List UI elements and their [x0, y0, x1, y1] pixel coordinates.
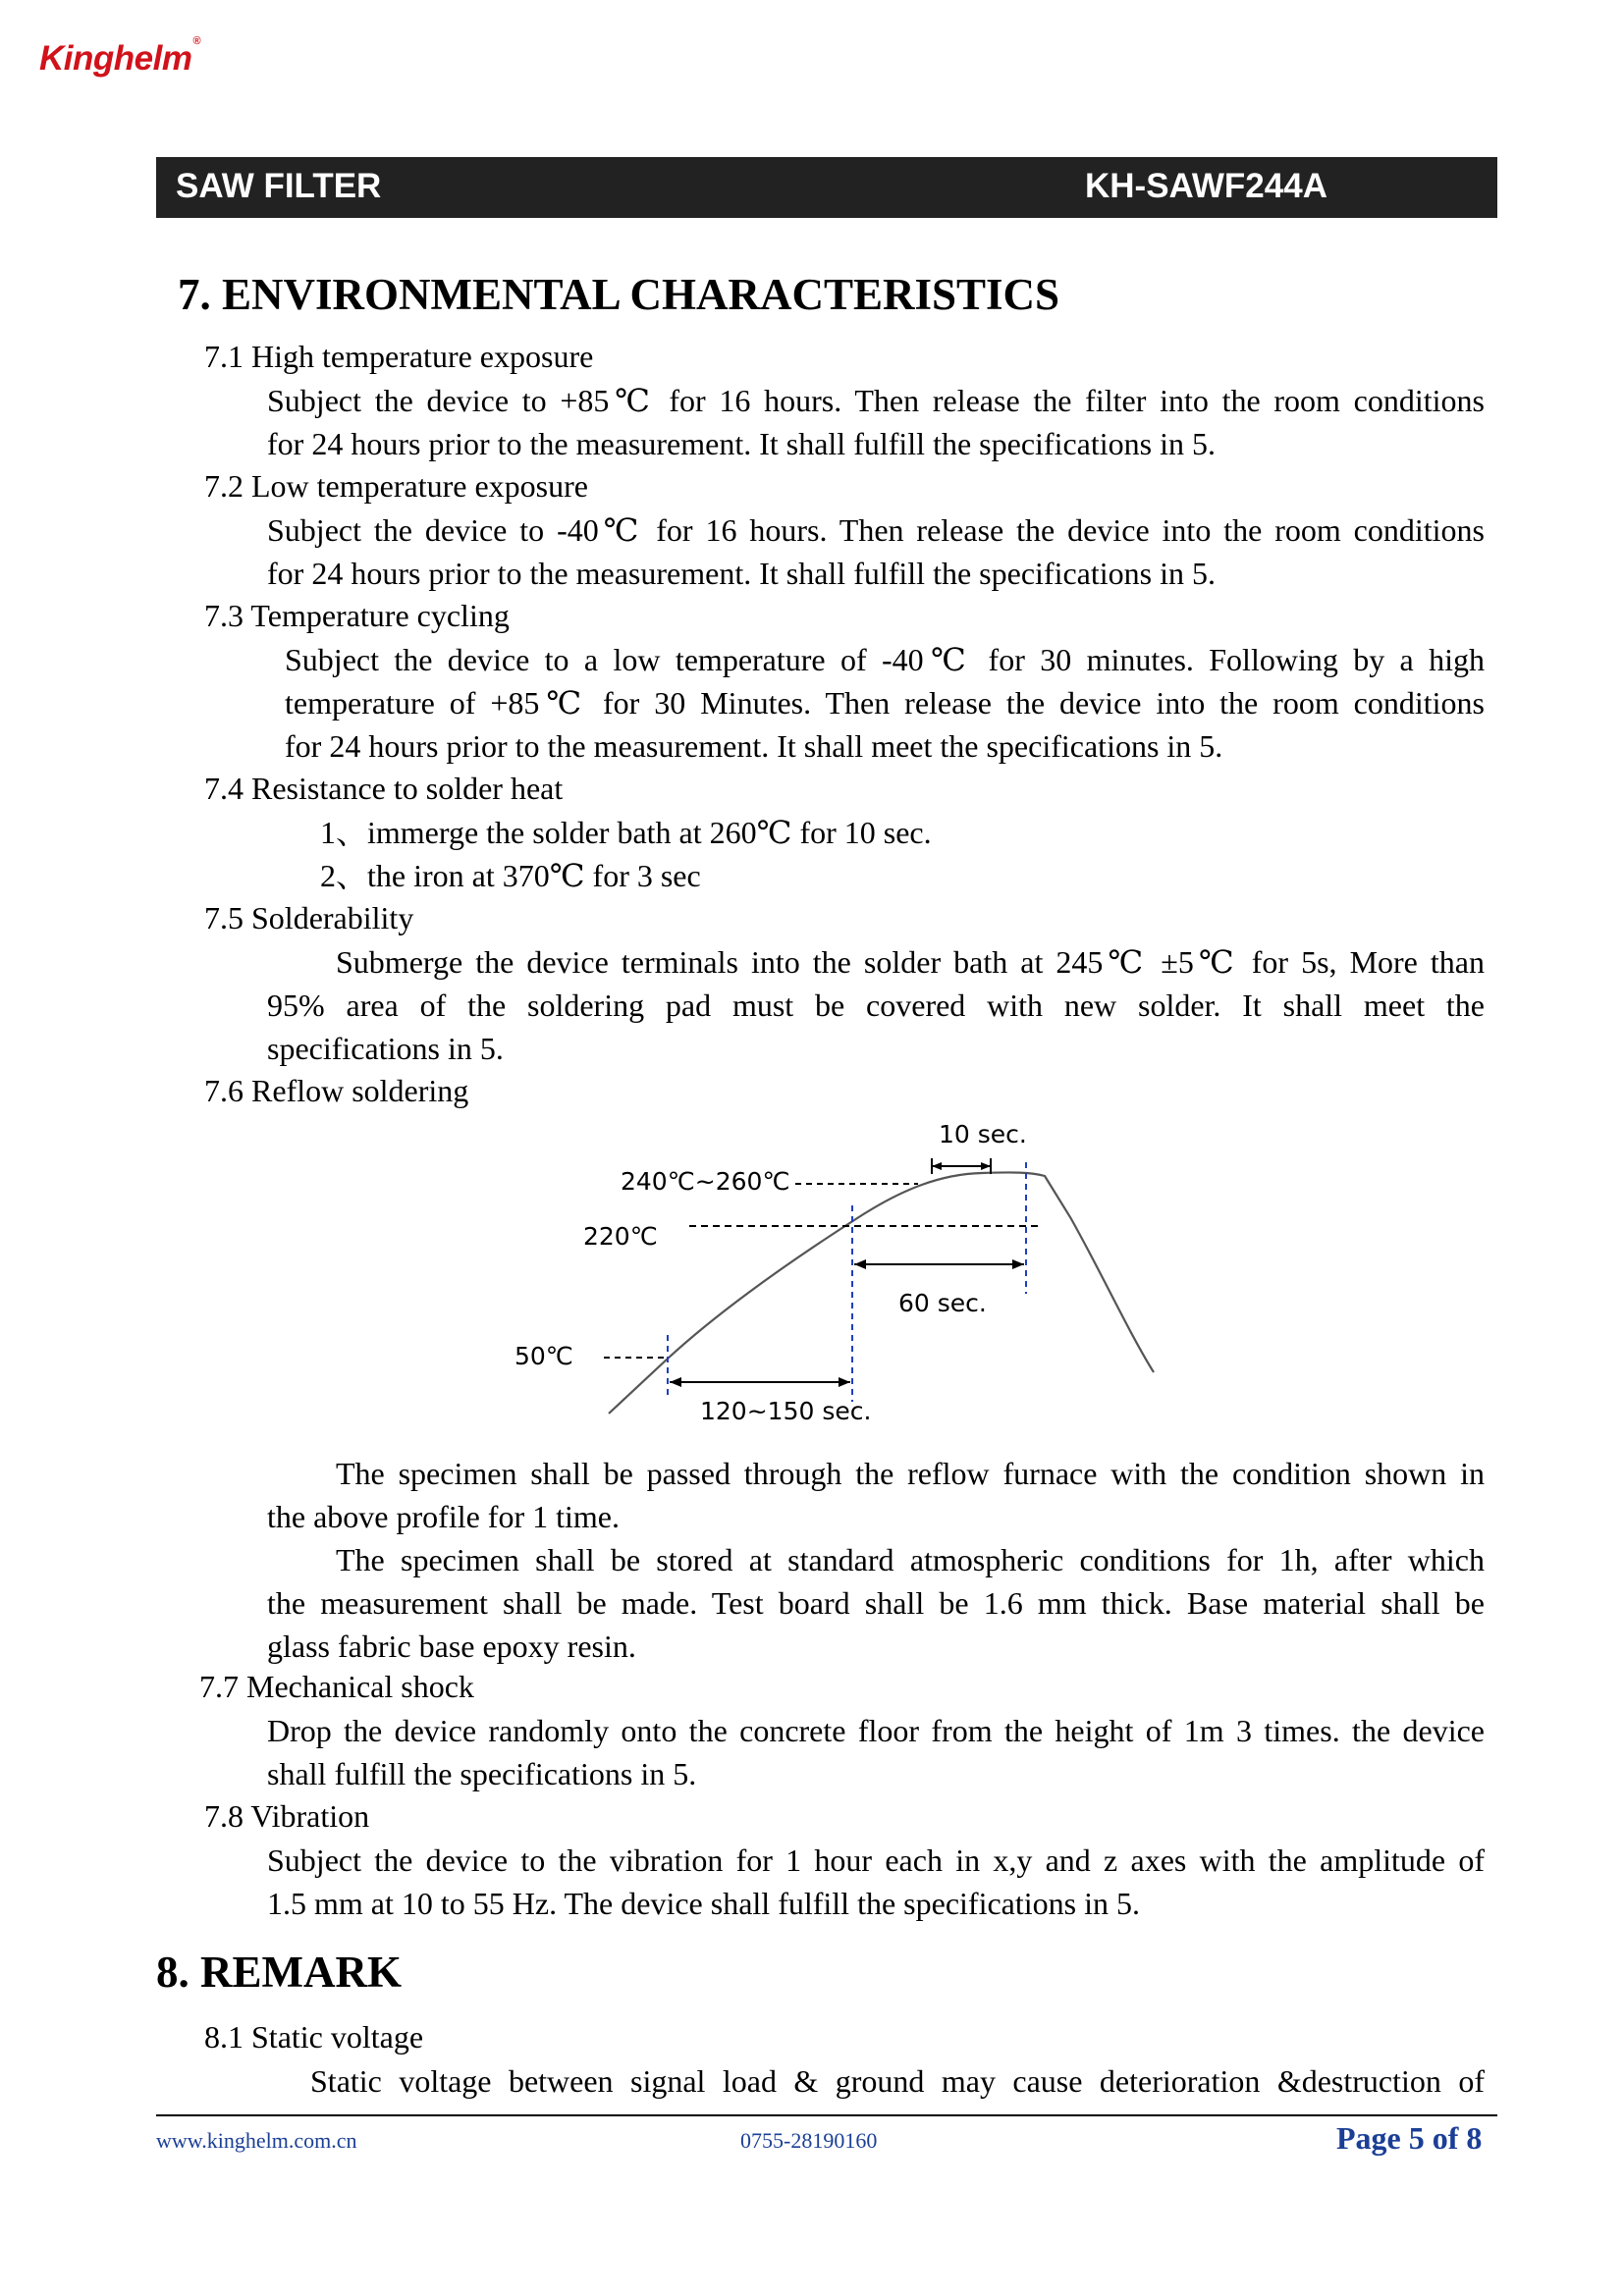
section-8-1-title: 8.1 Static voltage: [204, 2019, 424, 2055]
section-7-1-text: Subject the device to +85℃ for 16 hours. Then release the filter into the room conditions for 24 hours prior to the measurement. It shall fulfill the specifications in 5.: [267, 383, 1485, 461]
section-7-5-title: 7.5 Solderability: [204, 900, 414, 935]
footer-website: www.kinghelm.com.cn: [156, 2128, 357, 2153]
section-7-8-text: Subject the device to the vibration for 1 hour each in x,y and z axes with the amplitude of 1.5 mm at 10 to 55 Hz. The device shall fulfill the specifications in 5.: [267, 1842, 1485, 1921]
reflow-profile-diagram: [481, 1107, 1178, 1451]
section-7-5-text: Submerge the device terminals into the solder bath at 245℃ ±5℃ for 5s, More than 95% area of the soldering pad must be covered with new solder. It shall meet the specifications in 5.: [267, 944, 1485, 1066]
label-50c: 50℃: [514, 1342, 573, 1370]
section-7-4-list: [320, 811, 1302, 897]
section-7-heading: 7. ENVIRONMENTAL CHARACTERISTICS: [178, 270, 1060, 319]
list-item: 1、immerge the solder bath at 260℃ for 10 sec.: [320, 815, 932, 850]
label-peak-temp: 240℃~260℃: [621, 1167, 790, 1196]
label-preheat: 120~150 sec.: [700, 1397, 872, 1425]
footer-divider: [156, 2114, 1497, 2116]
label-60sec: 60 sec.: [898, 1289, 987, 1317]
section-7-1-title: 7.1 High temperature exposure: [204, 339, 594, 374]
product-category: SAW FILTER: [176, 167, 382, 205]
kinghelm-logo: Kinghelm®: [39, 35, 201, 78]
reflow-curve: [609, 1172, 1154, 1414]
label-220c: 220℃: [583, 1222, 658, 1251]
document-header-bar: [156, 157, 1497, 218]
section-7-6-title: 7.6 Reflow soldering: [204, 1073, 469, 1108]
section-7-2-title: 7.2 Low temperature exposure: [204, 468, 588, 504]
section-7-8-title: 7.8 Vibration: [204, 1798, 370, 1834]
label-peak-time: 10 sec.: [939, 1120, 1027, 1148]
section-7-3-text: Subject the device to a low temperature of -40℃ for 30 minutes. Following by a high temperature of +85℃ for 30 Minutes. Then release the device into the room conditions for 24 hours prior to the measurement. It shall meet the specifications in 5.: [285, 642, 1485, 764]
section-8-heading: 8. REMARK: [156, 1948, 402, 1997]
section-8-1-text: Static voltage between signal load & ground may cause deterioration &destruction of: [310, 2063, 1485, 2099]
section-7-2-text: Subject the device to -40℃ for 16 hours. Then release the device into the room conditions for 24 hours prior to the measurement. It shall fulfill the specifications in 5.: [267, 512, 1485, 591]
section-7-3-title: 7.3 Temperature cycling: [204, 598, 510, 633]
section-7-6-text-2: The specimen shall be stored at standard atmospheric conditions for 1h, after which the measurement shall be made. Test board shall be 1.6 mm thick. Base material shall be glass fabric base epoxy resin.: [267, 1542, 1485, 1664]
part-number: KH-SAWF244A: [1085, 167, 1327, 205]
section-7-4-title: 7.4 Resistance to solder heat: [204, 771, 564, 806]
section-7-7-text: Drop the device randomly onto the concrete floor from the height of 1m 3 times. the device shall fulfill the specifications in 5.: [267, 1713, 1485, 1791]
page-number: Page 5 of 8: [1336, 2120, 1483, 2156]
list-item: 2、the iron at 370℃ for 3 sec: [320, 858, 701, 893]
section-7-6-text-1: The specimen shall be passed through the reflow furnace with the condition shown in the above profile for 1 time.: [267, 1456, 1485, 1534]
footer-phone: 0755-28190160: [740, 2128, 878, 2153]
section-7-7-title: 7.7 Mechanical shock: [199, 1669, 474, 1704]
